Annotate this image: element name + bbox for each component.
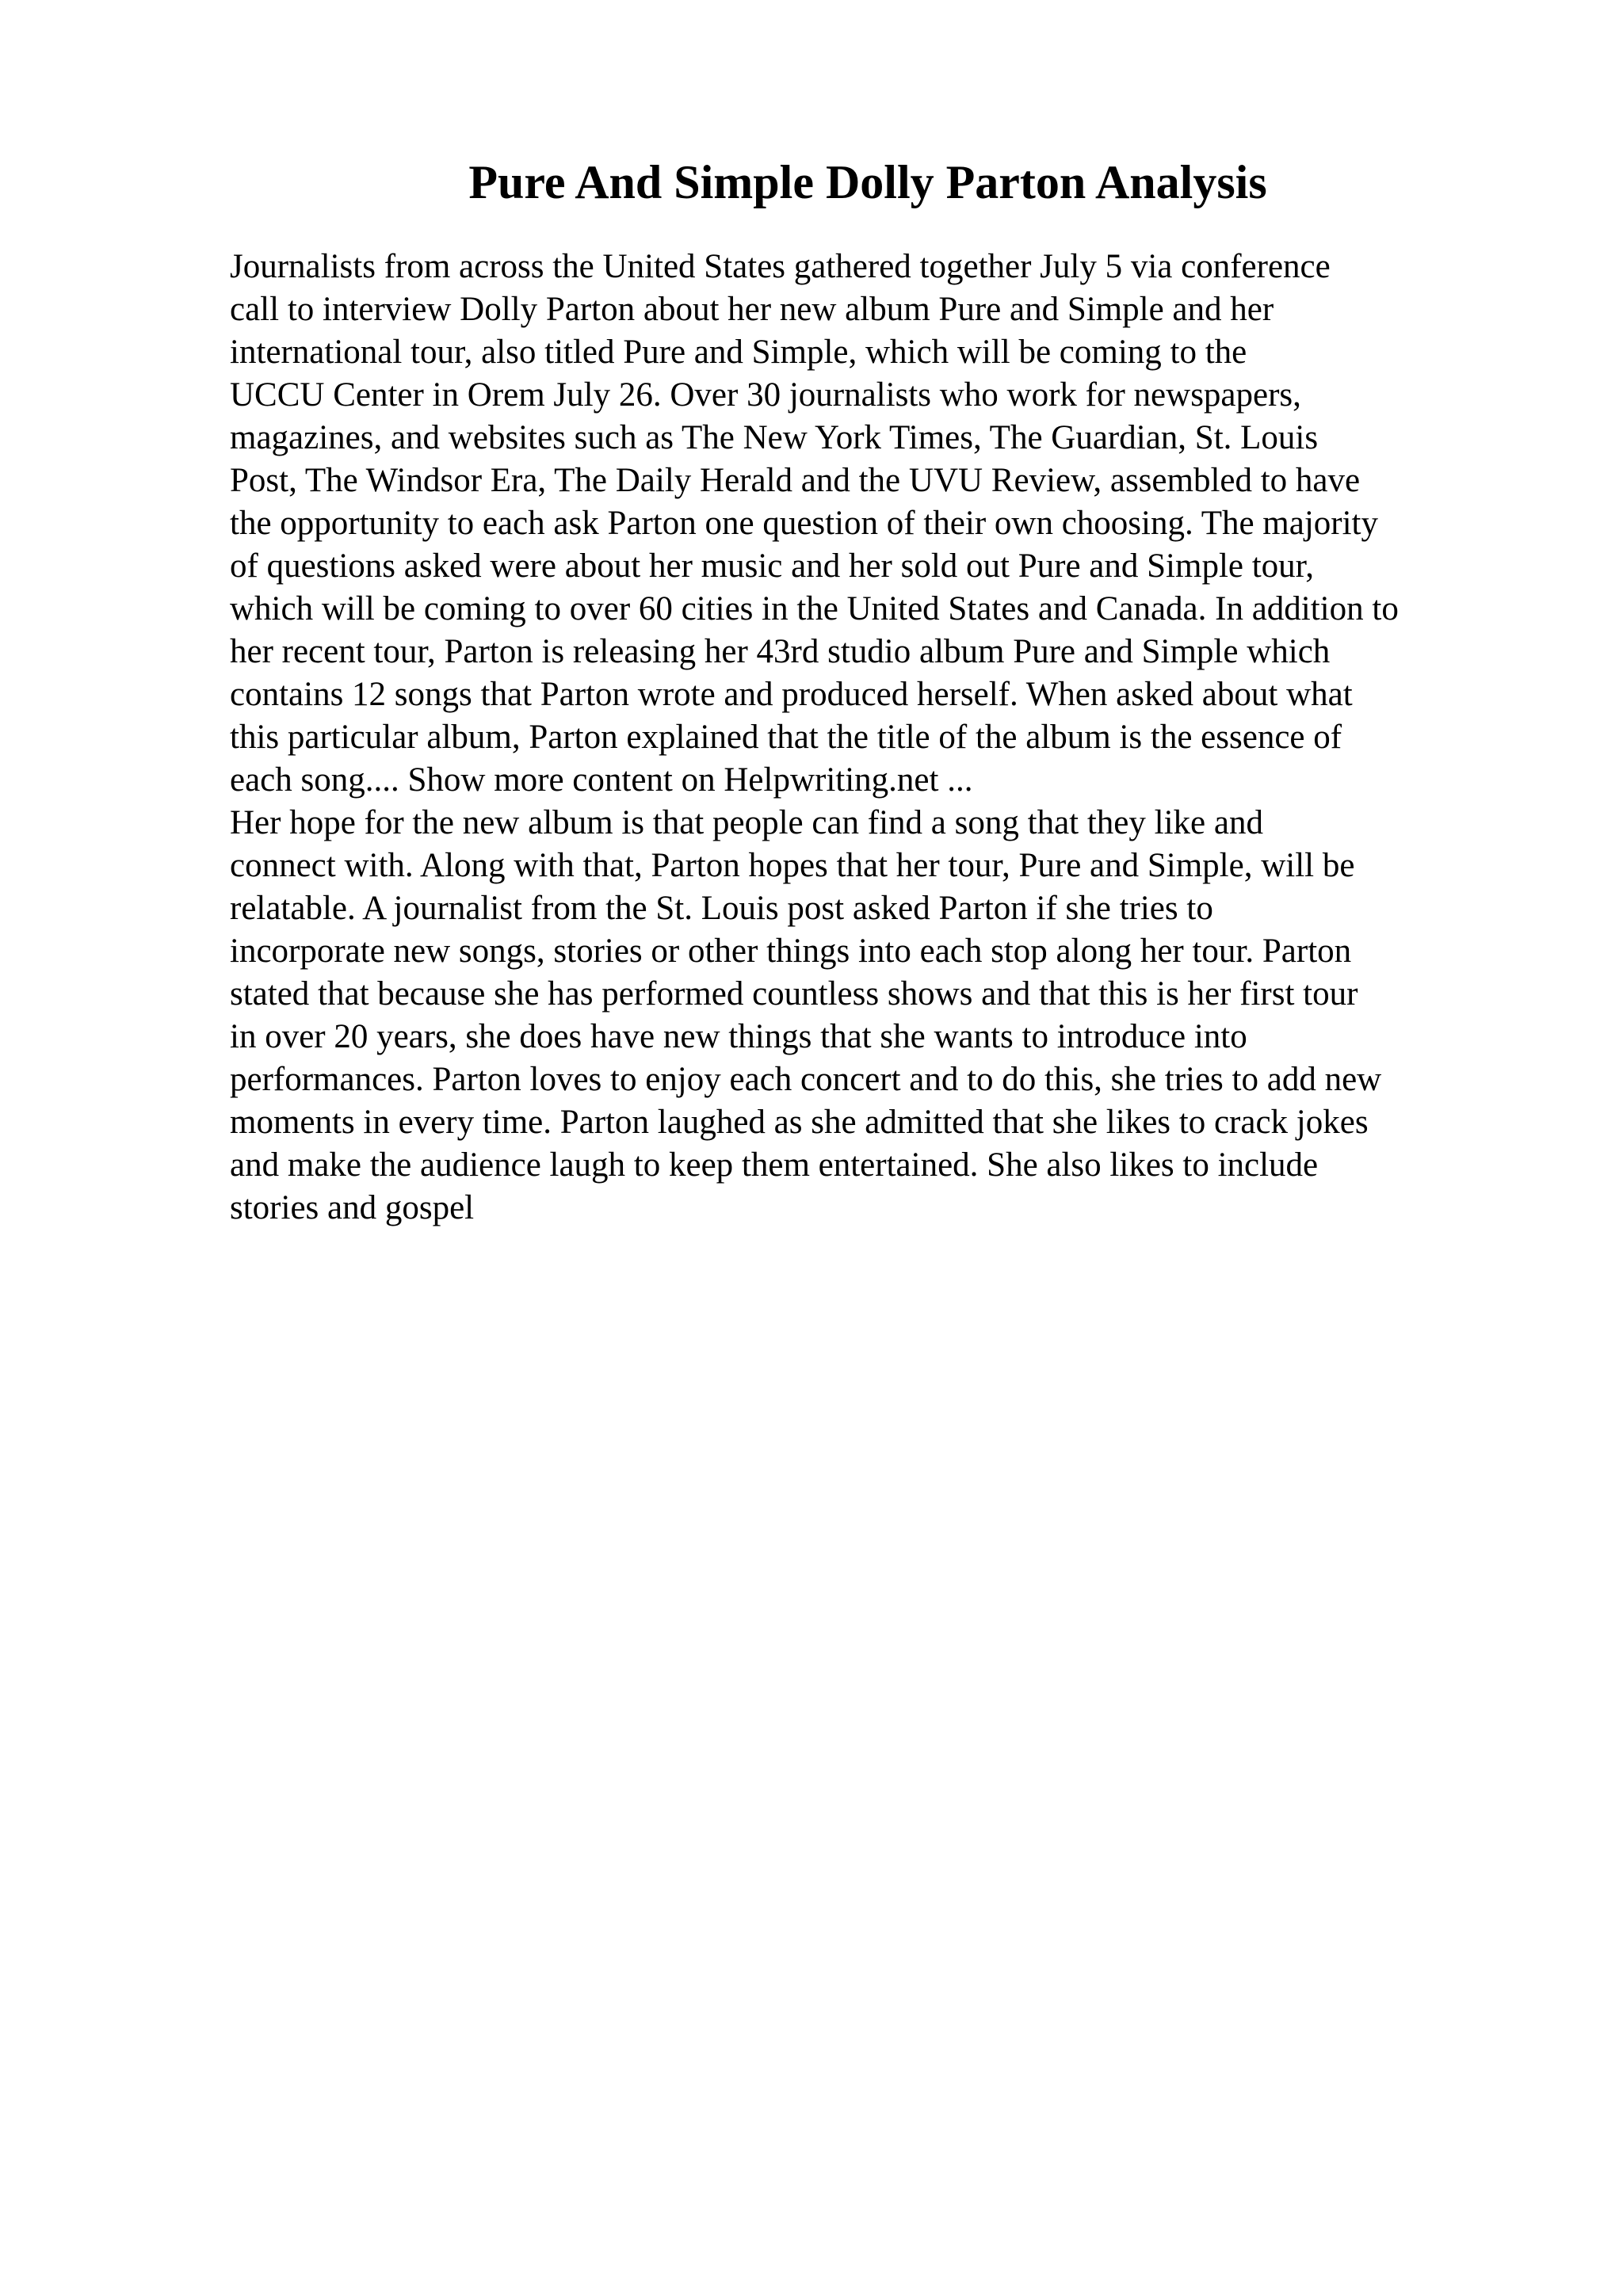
body-line: UCCU Center in Orem July 26. Over 30 journalists who work for newspapers,	[230, 376, 1301, 414]
body-line: call to interview Dolly Parton about her new album Pure and Simple and her	[230, 291, 1274, 328]
body-line: in over 20 years, she does have new things that she wants to introduce into	[230, 1018, 1247, 1055]
body-line: relatable. A journalist from the St. Louis post asked Parton if she tries to	[230, 890, 1213, 927]
body-line: contains 12 songs that Parton wrote and produced herself. When asked about what	[230, 676, 1353, 713]
body-line: stated that because she has performed countless shows and that this is her first tour	[230, 975, 1358, 1013]
body-line: and make the audience laugh to keep them entertained. She also likes to include	[230, 1146, 1319, 1184]
body-line: stories and gospel	[230, 1189, 475, 1226]
body-line: performances. Parton loves to enjoy each concert and to do this, she tries to add new	[230, 1061, 1382, 1098]
body-line: international tour, also titled Pure and Simple, which will be coming to the	[230, 334, 1247, 371]
body-line: which will be coming to over 60 cities in the United States and Canada. In addition to	[230, 590, 1399, 627]
body-line: her recent tour, Parton is releasing her 43rd studio album Pure and Simple which	[230, 633, 1331, 670]
document-title: Pure And Simple Dolly Parton Analysis	[468, 156, 1267, 208]
body-line: incorporate new songs, stories or other things into each stop along her tour. Parton	[230, 933, 1352, 970]
body-line: of questions asked were about her music and her sold out Pure and Simple tour,	[230, 547, 1315, 585]
body-line: moments in every time. Parton laughed as she admitted that she likes to crack jokes	[230, 1104, 1369, 1141]
body-line: magazines, and websites such as The New York Times, The Guardian, St. Louis	[230, 419, 1319, 456]
body-line: the opportunity to each ask Parton one question of their own choosing. The majority	[230, 505, 1378, 542]
body-line: this particular album, Parton explained that the title of the album is the essence of	[230, 719, 1342, 756]
body-line: Journalists from across the United States gathered together July 5 via conference	[230, 248, 1331, 285]
body-line: Her hope for the new album is that people can find a song that they like and	[230, 804, 1263, 841]
document-body	[230, 246, 1498, 1230]
body-line: connect with. Along with that, Parton hopes that her tour, Pure and Simple, will be	[230, 847, 1355, 884]
body-line: each song.... Show more content on Helpwriting.net ...	[230, 761, 973, 799]
body-line: Post, The Windsor Era, The Daily Herald and the UVU Review, assembled to have	[230, 462, 1361, 499]
